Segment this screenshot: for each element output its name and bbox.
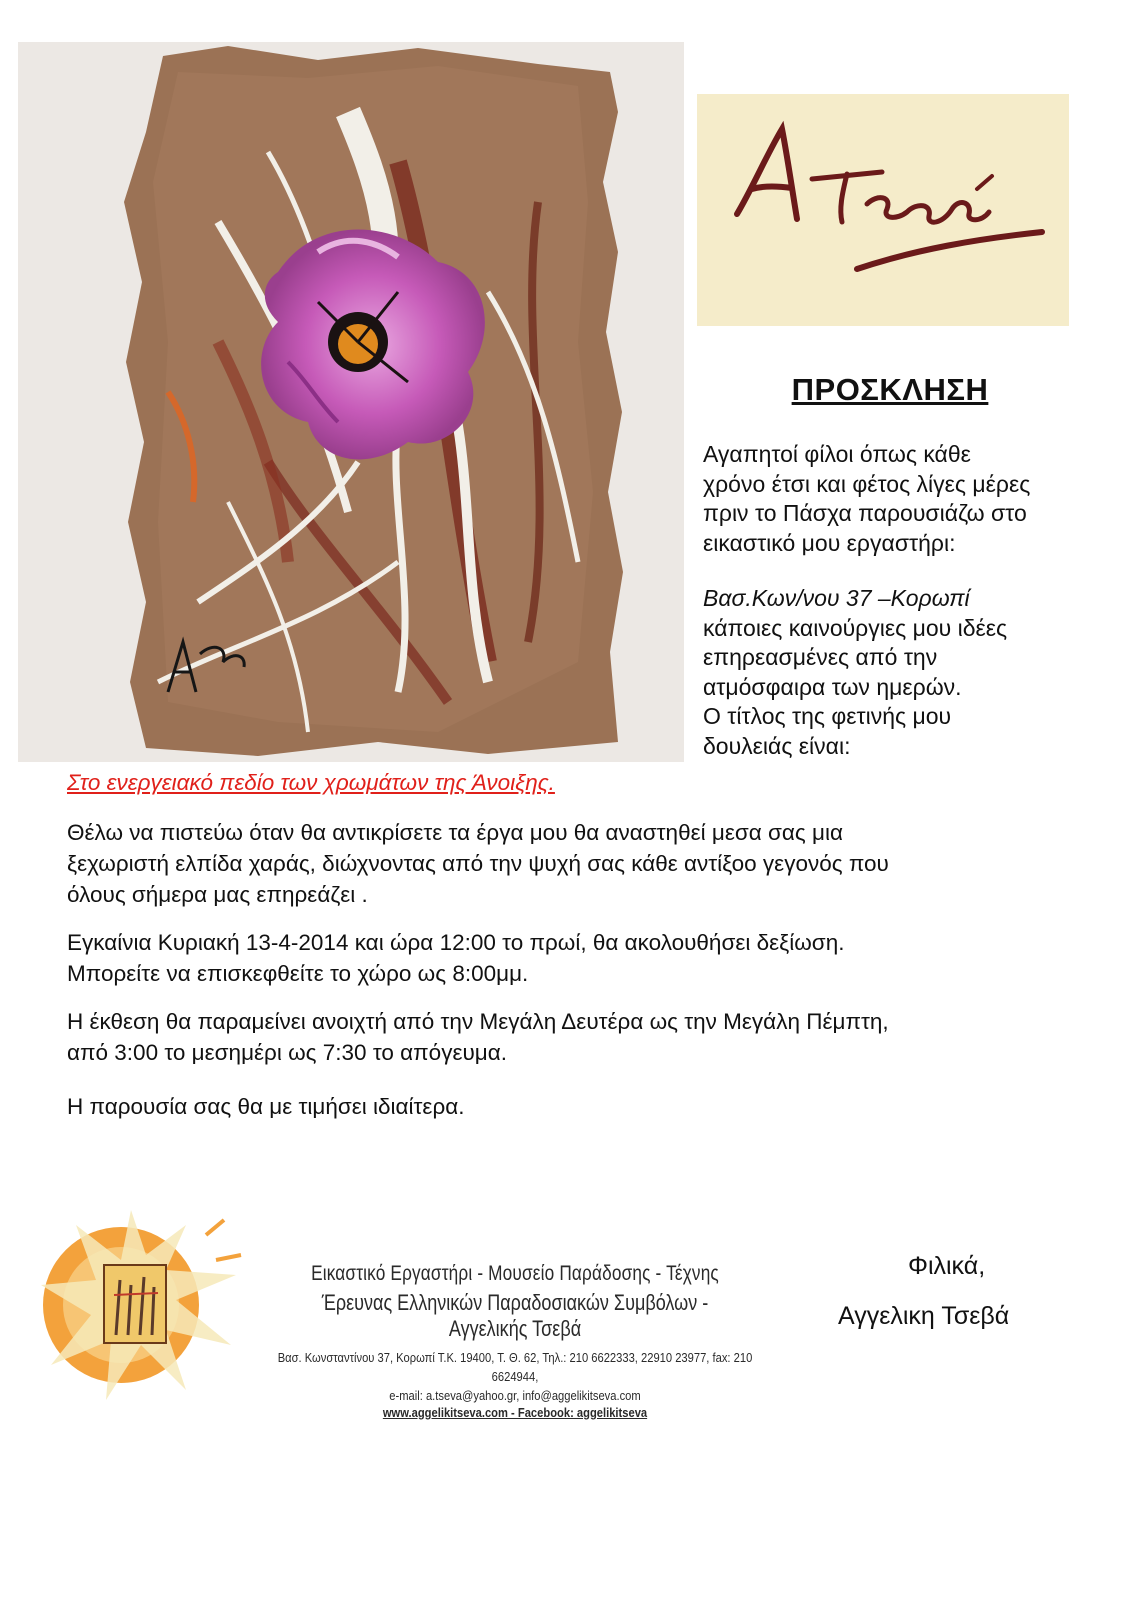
intro-line: εικαστικό μου εργαστήρι: xyxy=(703,529,956,556)
address-text xyxy=(703,584,1007,761)
footer-line-2: Έρευνας Ελληνικών Παραδοσιακών Συμβόλων - Αγγελικής Τσεβά xyxy=(321,1290,709,1341)
sun-logo-icon xyxy=(36,1205,246,1405)
address-follow-line: Ο τίτλος της φετινής μου xyxy=(703,703,952,729)
paragraph-line: Η παρουσία σας θα με τιμήσει ιδιαίτερα. xyxy=(67,1094,465,1119)
signature-card xyxy=(697,94,1069,326)
address-follow-line: ατμόσφαιρα των ημερών. xyxy=(703,673,962,700)
paragraph-4 xyxy=(67,1091,465,1122)
address-follow-line: κάποιες καινούργιες μου ιδέες xyxy=(703,614,1008,641)
footer-contact xyxy=(230,1262,800,1420)
exhibition-title: Στο ενεργειακό πεδίο των χρωμάτων της Άνοιξης. xyxy=(67,770,555,795)
closing-greeting: Φιλικά, xyxy=(908,1252,986,1280)
intro-text xyxy=(703,440,1030,558)
paragraph-line: ξεχωριστή ελπίδα χαράς, διώχνοντας από την ψυχή σας κάθε αντίξοο γεγονός που xyxy=(67,851,889,876)
paragraph-line: Η έκθεση θα παραμείνει ανοιχτή από την Μεγάλη Δευτέρα ως την Μεγάλη Πέμπτη, xyxy=(67,1009,889,1034)
intro-line: Αγαπητοί φίλοι όπως κάθε xyxy=(703,441,971,467)
footer-line-1: Εικαστικό Εργαστήρι - Μουσείο Παράδοσης - Τέχνης xyxy=(311,1262,719,1285)
painting-image xyxy=(18,42,684,762)
intro-line: χρόνο έτσι και φέτος λίγες μέρες xyxy=(703,470,1031,497)
signature-icon xyxy=(697,94,1069,326)
paragraph-3 xyxy=(67,1006,889,1068)
paragraph-line: Θέλω να πιστεύω όταν θα αντικρίσετε τα έργα μου θα αναστηθεί μεσα σας μια xyxy=(67,820,843,845)
footer-links[interactable]: www.aggelikitseva.com - Facebook: aggelikitseva xyxy=(382,1405,648,1420)
paragraph-line: Εγκαίνια Κυριακή 13-4-2014 και ώρα 12:00 το πρωί, θα ακολουθήσει δεξίωση. xyxy=(67,930,845,955)
flower-painting-icon xyxy=(18,42,684,762)
address-follow-line: δουλειάς είναι: xyxy=(703,732,851,759)
sender-name: Αγγελικη Τσεβά xyxy=(838,1302,1010,1330)
intro-line: πριν το Πάσχα παρουσιάζω στο xyxy=(703,500,1027,526)
address-follow-line: επηρεασμένες από την xyxy=(703,644,938,670)
paragraph-line: από 3:00 το μεσημέρι ως 7:30 το απόγευμα. xyxy=(67,1040,508,1065)
footer-address: Βασ. Κωνσταντίνου 37, Κορωπί Τ.Κ. 19400, Τ. Θ. 62, Τηλ.: 210 6622333, 22910 23977, fax: 210 6624944, xyxy=(277,1350,753,1384)
paragraph-1 xyxy=(67,817,889,910)
workshop-logo xyxy=(36,1205,246,1405)
page-title: ΠΡΟΣΚΛΗΣΗ xyxy=(791,372,989,407)
paragraph-line: όλους σήμερα μας επηρεάζει . xyxy=(67,882,368,907)
footer-email: e-mail: a.tseva@yahoo.gr, info@aggelikitseva.com xyxy=(389,1388,641,1403)
paragraph-2 xyxy=(67,927,844,989)
paragraph-line: Μπορείτε να επισκεφθείτε το χώρο ως 8:00μμ. xyxy=(67,961,529,986)
address-line: Βασ.Κων/νου 37 –Κορωπί xyxy=(703,585,970,611)
